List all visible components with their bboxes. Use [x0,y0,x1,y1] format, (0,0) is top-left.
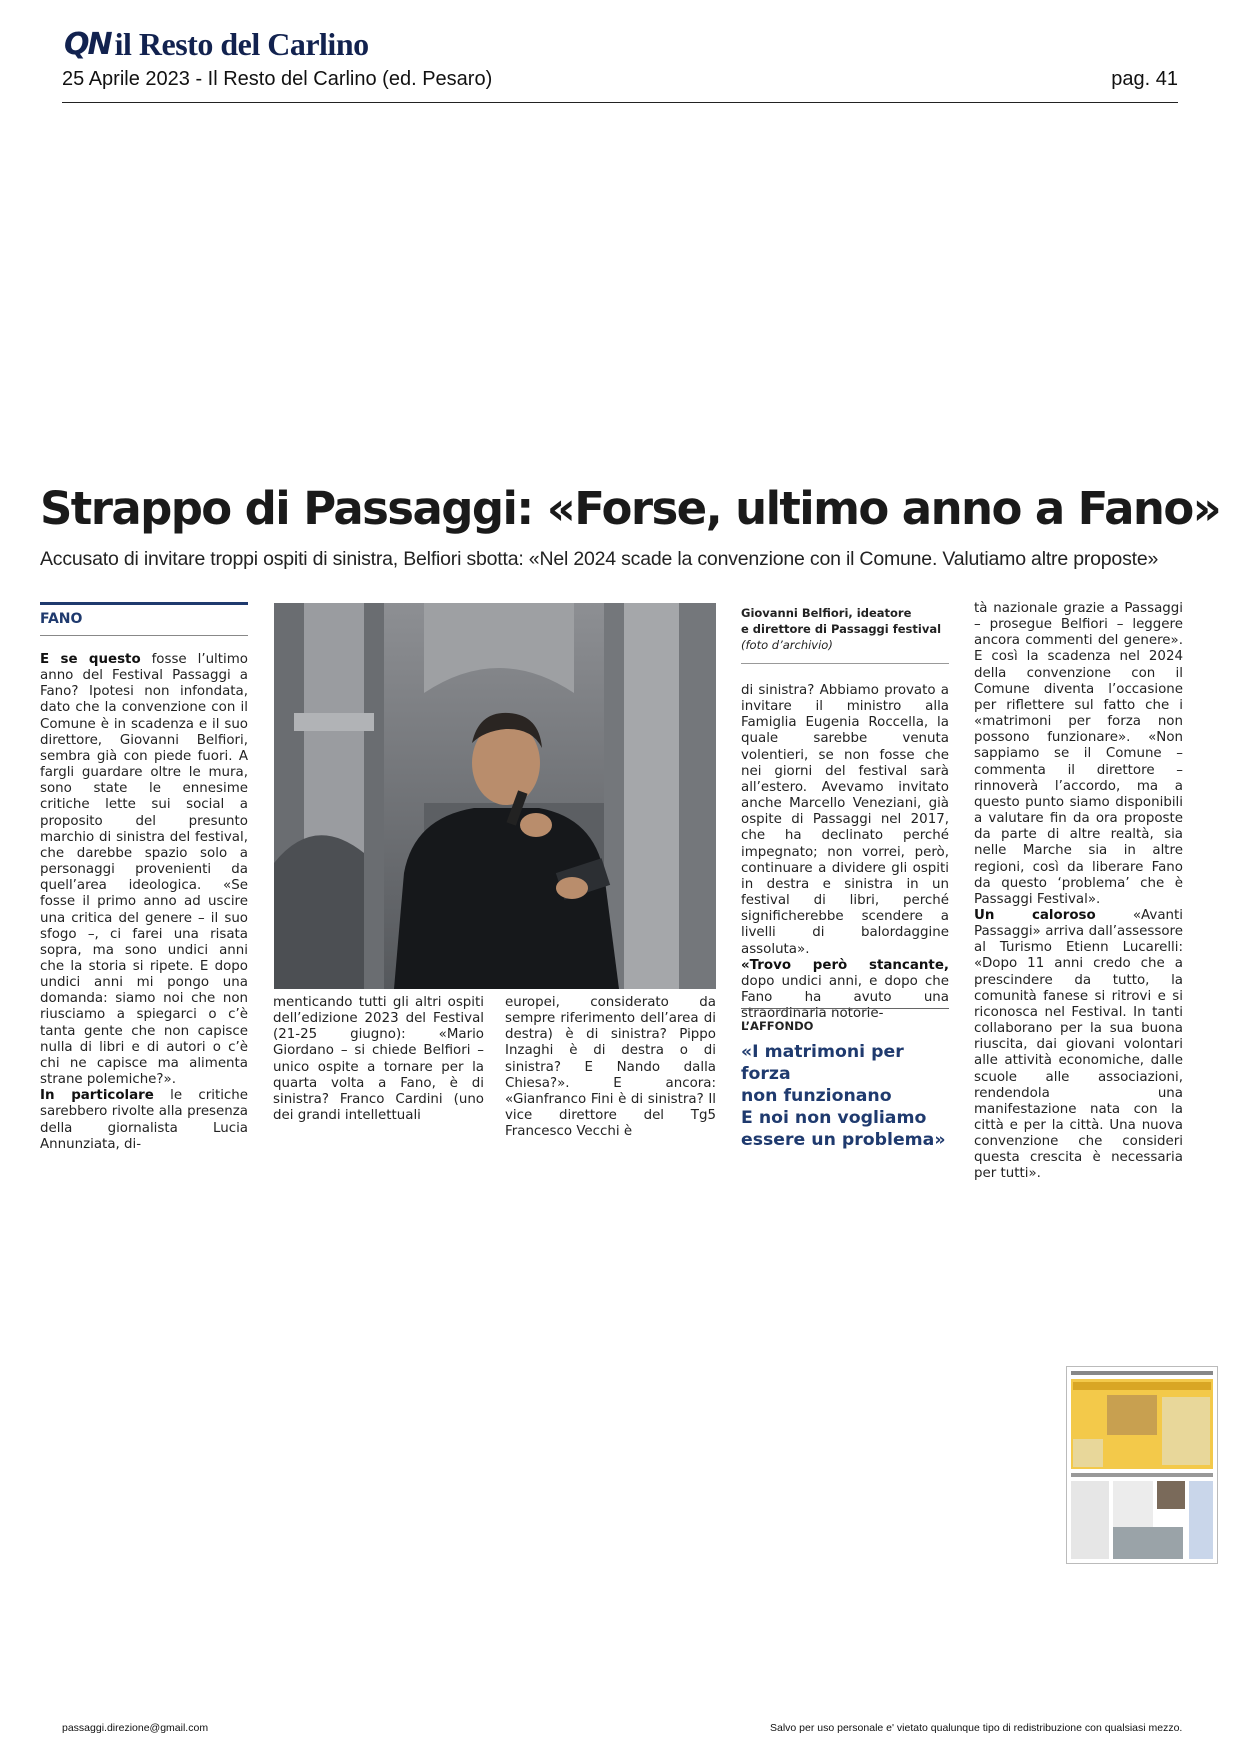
paragraph [40,1088,248,1153]
paragraph [974,908,1183,1183]
section-label: FANO [40,602,248,636]
lead-in: «Trovo però stancante, [741,957,949,973]
caption-credit: (foto d’archivio) [741,638,833,652]
page-number: pag. 41 [1111,68,1178,90]
paragraph-text: «Avanti Passaggi» arriva dall’assessore al Turismo Etienn Lucarelli: «Dopo 11 anni credo che a prescindere da tutto, la comunità fanese si ritrovi e si riconosca nel Festival. In tanti collaborano per la sua buona riuscita, dai giovani volontari alle attività economiche, dalle scuole alle associazioni, rendendola una manifestazione nata con la città e per la città. Una nuova convenzione che consideri questa crescita è necessaria per tutti». [974,907,1183,1182]
footer-disclaimer: Salvo per uso personale e' vietato qualunque tipo di redistribuzione con qualsiasi mezzo. [770,1722,1183,1734]
pull-quote [741,1041,949,1151]
masthead-logo [64,26,369,62]
page-thumbnail-image [1067,1367,1217,1563]
page-header-line [62,68,1178,103]
lead-in: Un caloroso [974,907,1096,923]
logo-qn: QN [64,26,111,62]
lead-in: In particolare [40,1088,154,1104]
article-column-3 [505,995,716,1140]
article-column-4 [741,683,949,1022]
paragraph-text: fosse l’ultimo anno del Festival Passaggi a Fano? Ipotesi non infondata, dato che la convenzione con il Comune è in scadenza e il suo direttore, Giovanni Belfiori, sembra già con piede fuori. A fargli guardare oltre le mura, sono state le ennesime critiche lette sui social a proposito del presunto marchio di sinistra del festival, che darebbe spazio solo a personaggi provenienti da quell’area ideologica. «Se fosse il primo anno ad uscire una critica del genere – il suo sfogo –, ci farei una risata sopra, ma sono undici anni che la storia si ripete. E dopo undici anni mi pongo una domanda: siamo noi che non riusciamo a spiegarci o c’è tanta gente che non capisce nulla di libri e di autori o c’è chi ne capisce ma alimenta strane polemiche?». [40,652,248,1088]
article-photo [274,603,716,989]
footer-email: passaggi.direzione@gmail.com [62,1722,209,1734]
paragraph-text: menticando tutti gli altri ospiti dell’edizione 2023 del Festival (21-25 giugno): «Mario Giordano – si chiede Belfiori – unico ospite a tornare per la quarta volta a Fano, è di sinistra? Franco Cardini (uno dei grandi intellettuali [273,995,484,1124]
article-subheadline: Accusato di invitare troppi ospiti di sinistra, Belfiori sbotta: «Nel 2024 scade la convenzione con il Comune. Valutiamo altre proposte» [40,548,1159,570]
article-column-5 [974,601,1183,1183]
pull-quote-line: essere un problema» [741,1130,946,1150]
date-edition: 25 Aprile 2023 - Il Resto del Carlino (ed. Pesaro) [62,68,493,90]
caption-line-1: Giovanni Belfiori, ideatore [741,606,912,620]
page-thumbnail [1066,1366,1218,1564]
article-column-2 [273,995,484,1124]
paragraph-text: le critiche sarebbero rivolte alla presenza della giornalista Lucia Annunziata, di- [40,1088,248,1152]
article-column-1 [40,652,248,1153]
pull-quote-tag: L’AFFONDO [741,1019,814,1033]
paragraph [40,652,248,1088]
photo-caption [741,605,949,664]
lead-in: E se questo [40,652,141,667]
pull-quote-line: E noi non vogliamo [741,1108,927,1128]
logo-newspaper-name: il Resto del Carlino [114,25,369,62]
paragraph-text: di sinistra? Abbiamo provato a invitare il ministro alla Famiglia Eugenia Roccella, la quale sarebbe venuta volentieri, se non fosse che nei giorni del festival sarà all’estero. Avevamo invitato anche Marcello Veneziani, già ospite di Passaggi nel 2017, che ha declinato perché impegnato; non vorrei, però, continuare a dividere gli ospiti in destra e sinistra in un festival di libri, perché significherebbe scendere a livelli di balordaggine assoluta». [741,683,949,957]
paragraph-text: dopo undici anni, e dopo che Fano ha avuto una straordinaria notorie- [741,973,949,1022]
pull-quote-line: non funzionano [741,1086,892,1106]
photo-belfiori-speaking [274,603,716,989]
pull-quote-line: «I matrimoni per forza [741,1042,904,1084]
pull-quote-box [741,1008,949,1151]
paragraph-text: europei, considerato da sempre riferimento dell’area di destra) è di sinistra? Pippo Inzaghi è di destra o di sinistra? E Nando dalla Chiesa?». E ancora: «Gianfranco Fini è di sinistra? Il vice direttore del Tg5 Francesco Vecchi è [505,995,716,1140]
caption-line-2: e direttore di Passaggi festival [741,622,942,636]
paragraph-text: tà nazionale grazie a Passaggi – prosegue Belfiori – leggere ancora commenti del genere». E così la scadenza nel 2024 della convenzione con il Comune diventa l’occasione per riflettere sul fatto che i «matrimoni per forza non possono funzionare». «Non sappiamo se il Comune – commenta il direttore – rinnoverà l’accordo, ma a questo punto siamo disponibili a valutare fin da ora proposte da parte di altre realtà, sia nelle Marche sia in altre regioni, così da liberare Fano da questo ‘problema’ che è Passaggi Festival». [974,601,1183,907]
article-headline: Strappo di Passaggi: «Forse, ultimo anno a Fano» [40,482,1221,535]
